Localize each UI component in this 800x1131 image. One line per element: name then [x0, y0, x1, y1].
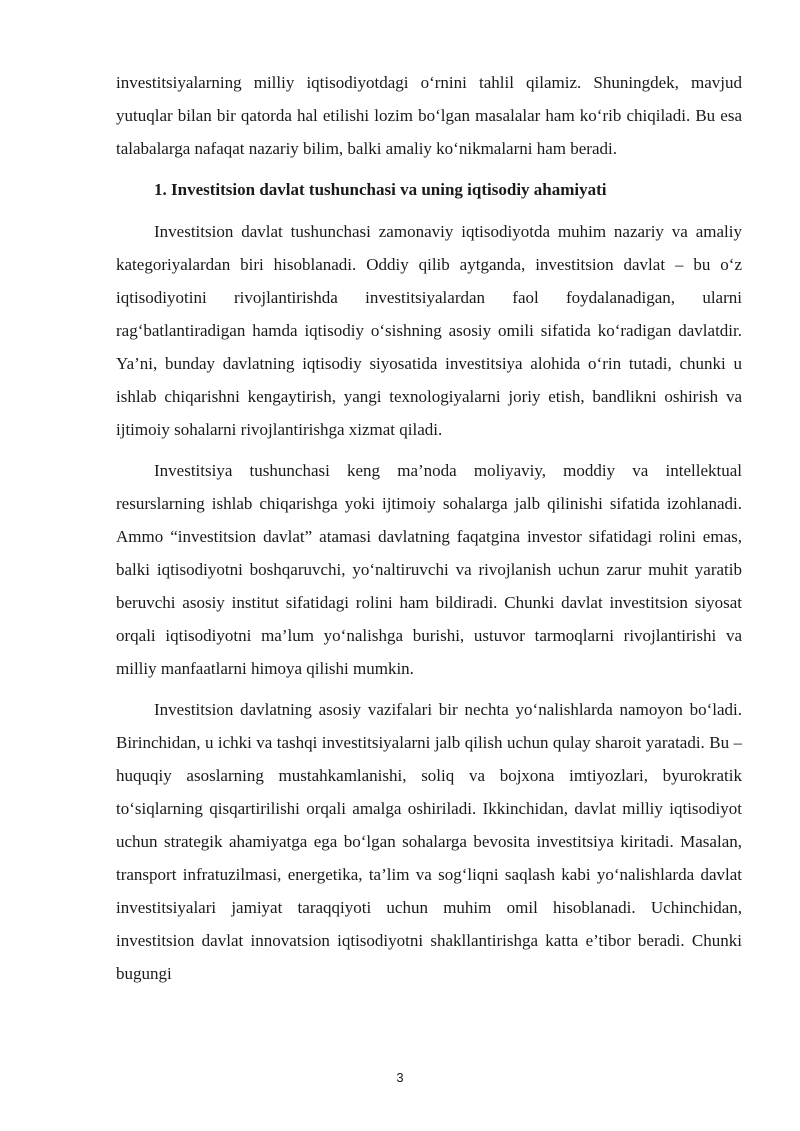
intro-paragraph: investitsiyalarning milliy iqtisodiyotdagi o‘rnini tahlil qilamiz. Shuningdek, mavjud yutuqlar bilan bir qatorda hal etilishi lozim bo‘lgan masalalar ham ko‘rib chiqiladi. Bu esa talabalarga nafaqat nazariy bilim, balki amaliy ko‘nikmalarni ham beradi. — [116, 73, 742, 158]
document-page — [116, 66, 742, 998]
page-number: 3 — [396, 1070, 404, 1085]
body-paragraph-1: Investitsion davlat tushunchasi zamonaviy iqtisodiyotda muhim nazariy va amaliy kategoriyalardan biri hisoblanadi. Oddiy qilib aytganda, investitsion davlat – bu o‘z iqtisodiyotini rivojlantirishda investitsiyalardan faol foydalanadigan, ularni rag‘batlantiradigan hamda iqtisodiy o‘sishning asosiy omili sifatida ko‘radigan davlatdir. Ya’ni, bunday davlatning iqtisodiy siyosatida investitsiya alohida o‘rin tutadi, chunki u ishlab chiqarishni kengaytirish, yangi texnologiyalarni joriy etish, bandlikni oshirish va ijtimoiy sohalarni rivojlantirishga xizmat qiladi. — [116, 222, 742, 439]
section-heading: 1. Investitsion davlat tushunchasi va uning iqtisodiy ahamiyati — [154, 180, 607, 199]
body-paragraph-3: Investitsion davlatning asosiy vazifalari bir nechta yo‘nalishlarda namoyon bo‘ladi. Birinchidan, u ichki va tashqi investitsiyalarni jalb qilish uchun qulay sharoit yaratadi. Bu – huquqiy asoslarning mustahkamlanishi, soliq va bojxona imtiyozlari, byurokratik to‘siqlarning qisqartirilishi orqali amalga oshiriladi. Ikkinchidan, davlat milliy iqtisodiyot uchun strategik ahamiyatga ega bo‘lgan sohalarga bevosita investitsiya kiritadi. Masalan, transport infratuzilmasi, energetika, ta’lim va sog‘liqni saqlash kabi yo‘nalishlarda davlat investitsiyalari jamiyat taraqqiyoti uchun muhim omil hisoblanadi. Uchinchidan, investitsion davlat innovatsion iqtisodiyotni shakllantirishga katta e’tibor beradi. Chunki bugungi — [116, 700, 742, 983]
body-paragraph-2: Investitsiya tushunchasi keng ma’noda moliyaviy, moddiy va intellektual resurslarning ishlab chiqarishga yoki ijtimoiy sohalarga jalb qilinishi sifatida izohlanadi. Ammo “investitsion davlat” atamasi davlatning faqatgina investor sifatidagi rolini emas, balki iqtisodiyotni boshqaruvchi, yo‘naltiruvchi va rivojlanish uchun zarur muhit yaratib beruvchi asosiy institut sifatidagi rolini ham bildiradi. Chunki davlat investitsion siyosat orqali iqtisodiyotni ma’lum yo‘nalishga burishi, ustuvor tarmoqlarni rivojlantirishi va milliy manfaatlarni himoya qilishi mumkin. — [116, 461, 742, 678]
